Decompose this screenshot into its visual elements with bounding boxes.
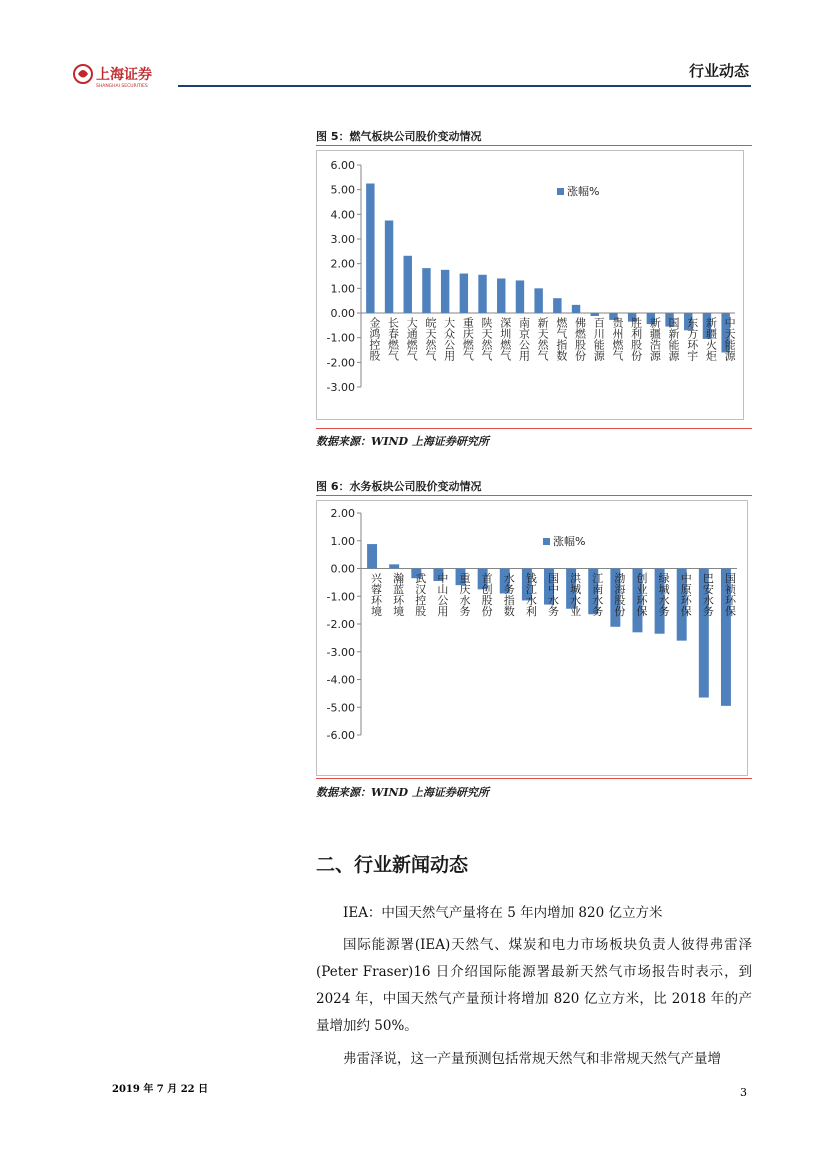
figure6-chart [317, 501, 747, 775]
figure6-category-label: 瀚蓝环境 [391, 572, 405, 617]
figure6-category-label: 江南水务 [590, 572, 604, 617]
figure5-category-label: 胜利股份 [629, 317, 643, 361]
figure5-category-label: 佛燃股份 [573, 317, 587, 361]
figure6-y-tick-label: 1.00 [330, 534, 355, 548]
figure6-y-tick-label: -4.00 [326, 673, 355, 687]
figure5-category-label: 大众公用 [442, 317, 456, 361]
figure5-category-label: 南京公用 [517, 317, 531, 361]
figure6-y-tick-label: 2.00 [330, 507, 355, 520]
figure5-category-label: 重庆燃气 [461, 317, 475, 361]
figure5-category-label: 长春燃气 [386, 317, 400, 361]
figure5-category-label: 新天然气 [536, 317, 550, 361]
figure6-category-label: 首创股份 [480, 572, 494, 617]
figure5-bar [366, 184, 374, 314]
company-logo [72, 62, 172, 88]
figure5-bar [553, 298, 561, 313]
figure5-category-label: 贵州燃气 [610, 317, 624, 361]
figure5-bottom-rule [316, 428, 752, 429]
figure5-rule [316, 145, 752, 146]
figure5-category-label: 燃气指数 [554, 317, 568, 361]
figure5-y-tick-label: -3.00 [326, 381, 355, 394]
figure5-bar [460, 274, 468, 313]
figure5-y-tick-label: -2.00 [326, 356, 355, 370]
figure5-bar [516, 280, 524, 313]
figure6-source: 数据来源：WIND 上海证券研究所 [316, 786, 489, 799]
figure6-legend-swatch [543, 538, 550, 545]
figure5-y-tick-label: 6.00 [330, 159, 355, 172]
page-number: 3 [740, 1086, 747, 1099]
figure5-category-label: 新疆浩源 [648, 317, 662, 361]
figure5-bar [497, 278, 505, 313]
figure6-bar [367, 544, 377, 568]
figure5-y-tick-label: 1.00 [330, 282, 355, 296]
figure6-category-label: 洪城水业 [568, 572, 582, 617]
footer-date: 2019 年 7 月 22 日 [112, 1084, 209, 1095]
figure5-category-label: 皖天然气 [423, 317, 437, 361]
figure6-legend-label: 涨幅% [553, 535, 586, 548]
figure5-category-label: 大通燃气 [405, 317, 419, 361]
figure5-source: 数据来源：WIND 上海证券研究所 [316, 435, 489, 448]
figure5-category-label: 新疆火炬 [704, 317, 718, 361]
figure5-category-label: 百川能源 [592, 317, 606, 361]
figure5-category-label: 国新能源 [667, 317, 681, 361]
header-rule [178, 85, 751, 87]
figure5-category-label: 中天能源 [723, 317, 737, 361]
figure5-category-label: 深圳燃气 [498, 317, 512, 361]
figure5-y-tick-label: 4.00 [330, 208, 355, 222]
figure5-y-tick-label: -1.00 [326, 331, 355, 345]
figure5-y-tick-label: 0.00 [330, 307, 355, 320]
logo-text: 上海证券 [96, 67, 152, 83]
figure5-bar [572, 305, 580, 313]
figure5-category-label: 陕天然气 [480, 317, 494, 361]
figure6-category-label: 渤海股份 [612, 572, 626, 617]
figure6-category-label: 重庆水务 [458, 572, 472, 617]
figure5-bar [385, 221, 393, 314]
figure6-category-label: 中原环保 [679, 572, 693, 617]
figure5-category-label: 东方环宇 [685, 317, 699, 361]
figure5-y-tick-label: 3.00 [330, 233, 355, 246]
figure6-category-label: 国祯环保 [723, 572, 737, 617]
figure6-bottom-rule [316, 778, 752, 779]
figure6-category-label: 国中水务 [546, 572, 560, 617]
figure6-y-tick-label: 0.00 [330, 562, 355, 576]
figure6-y-tick-label: -2.00 [326, 618, 355, 631]
figure6-title: 图 6：水务板块公司股价变动情况 [316, 480, 482, 493]
figure6-y-tick-label: -5.00 [326, 701, 355, 715]
figure6-category-label: 钱江水利 [524, 572, 538, 617]
figure6-bar [389, 564, 399, 568]
figure5-bar [441, 270, 449, 313]
news-headline: IEA：中国天然气产量将在 5 年内增加 820 亿立方米 [343, 905, 663, 921]
header-section-title: 行业动态 [688, 62, 749, 80]
figure6-y-tick-label: -3.00 [326, 645, 355, 659]
figure5-y-tick-label: 2.00 [330, 257, 355, 271]
figure6-y-tick-label: -1.00 [326, 590, 355, 604]
figure6-category-label: 武汉控股 [413, 572, 427, 617]
figure5-legend-swatch [557, 188, 564, 195]
figure5-title: 图 5：燃气板块公司股价变动情况 [316, 130, 482, 143]
figure6-category-label: 兴蓉环境 [369, 572, 383, 617]
figure6-category-label: 中山公用 [435, 572, 449, 617]
figure5-bar [591, 313, 599, 316]
figure6-category-label: 水务指数 [502, 572, 516, 617]
figure6-chart-frame [316, 500, 748, 776]
figure5-bar [422, 268, 430, 313]
news-paragraph-continued: 弗雷泽说，这一产量预测包括常规天然气和非常规天然气产量增 [343, 1051, 721, 1067]
figure6-category-label: 巴安水务 [701, 572, 715, 617]
figure5-bar [404, 256, 412, 313]
figure5-chart-frame [316, 150, 744, 420]
figure5-chart [317, 151, 743, 419]
figure6-rule [316, 495, 752, 496]
section-title: 二、行业新闻动态 [316, 854, 469, 876]
logo-subtext: SHANGHAI SECURITIES [96, 84, 148, 88]
news-paragraph: 国际能源署(IEA)天然气、煤炭和电力市场板块负责人彼得弗雷泽(Peter Fraser)16 日介绍国际能源署最新天然气市场报告时表示，到2024 年，中国天然气产量预计将增加 820 亿立方米，比 2018 年的产量增加约 50%。 [316, 937, 752, 1034]
figure6-category-label: 创业环保 [634, 572, 648, 617]
figure5-category-label: 金鸿控股 [367, 317, 381, 361]
figure5-bar [478, 275, 486, 313]
figure5-legend-label: 涨幅% [567, 185, 600, 198]
figure5-bar [534, 288, 542, 313]
figure5-y-tick-label: 5.00 [330, 183, 355, 197]
figure6-category-label: 绿城水务 [657, 572, 671, 617]
figure6-y-tick-label: -6.00 [326, 729, 355, 742]
